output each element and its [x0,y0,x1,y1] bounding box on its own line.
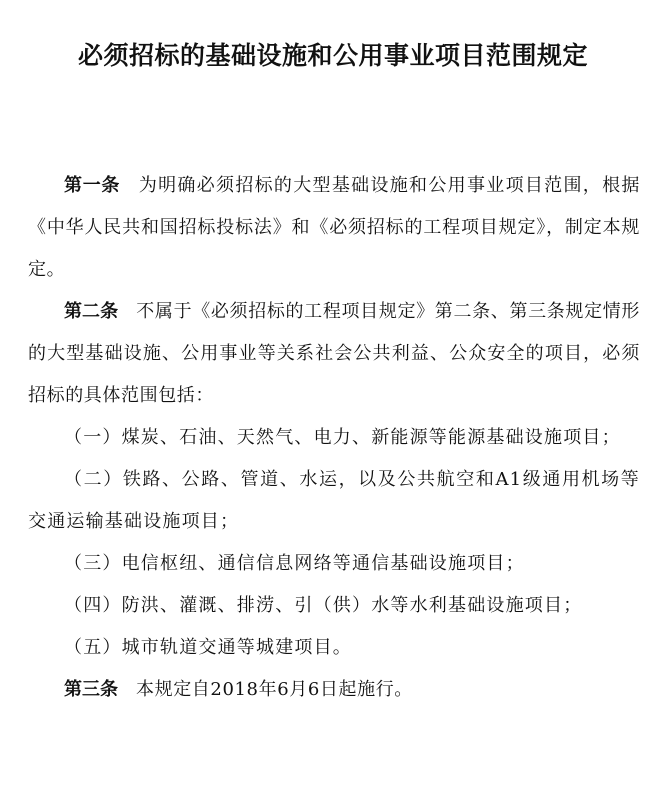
article-3-text: 本规定自2018年6月6日起施行。 [136,679,413,700]
list-item-5: （五）城市轨道交通等城建项目。 [64,637,352,658]
article-1 [28,165,640,291]
list-item-2: （二）铁路、公路、管道、水运，以及公共航空和A1级通用机场等交通运输基础设施项目； [28,469,640,532]
document-title: 必须招标的基础设施和公用事业项目范围规定 [77,41,588,70]
article-2-text: 不属于《必须招标的工程项目规定》第二条、第三条规定情形的大型基础设施、公用事业等关系社会公共利益、公众安全的项目，必须招标的具体范围包括： [28,301,641,406]
article-1-text: 为明确必须招标的大型基础设施和公用事业项目范围，根据《中华人民共和国招标投标法》和《必须招标的工程项目规定》，制定本规定。 [28,175,640,280]
list-item-4: （四）防洪、灌溉、排涝、引（供）水等水利基础设施项目； [64,595,583,616]
article-3 [28,669,640,711]
list-item-3: （三）电信枢纽、通信信息网络等通信基础设施项目； [64,553,525,574]
article-1-label: 第一条 [64,175,121,196]
article-3-label: 第三条 [64,679,118,700]
list-item-1: （一）煤炭、石油、天然气、电力、新能源等能源基础设施项目； [64,427,621,448]
article-2 [28,291,640,417]
document-body [28,165,640,711]
article-2-label: 第二条 [64,301,119,322]
